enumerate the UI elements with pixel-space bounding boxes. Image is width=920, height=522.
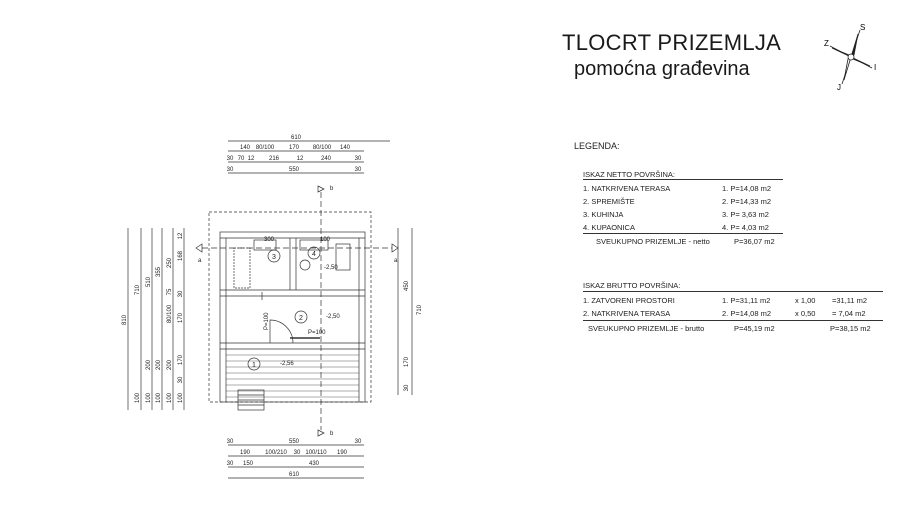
bottom-dim-r1-1: 550 [288, 439, 300, 445]
section-label-right: a [394, 258, 398, 264]
left-dim-c4-5: 100 [167, 392, 173, 404]
brutto-heading: ISKAZ BRUTTO POVRŠINA: [583, 281, 681, 290]
brutto-row-2-value: 2. P=14,08 m2 [722, 309, 771, 318]
top-dim-r2-5: 240 [320, 156, 332, 162]
left-dim-c2-2: 100 [146, 392, 152, 404]
bottom-dim-r2-4: 190 [336, 450, 348, 456]
door-swing-1 [270, 320, 293, 343]
compass-i: I [874, 63, 877, 72]
brutto-total-value: P=45,19 m2 [734, 324, 775, 333]
left-dim-overall: 810 [122, 314, 128, 326]
left-dim-c5-0: 12 [178, 232, 184, 240]
section-label-bottom: b [330, 431, 334, 437]
top-dim-overall: 610 [290, 135, 302, 141]
netto-row-1-value: 1. P=14,08 m2 [722, 184, 771, 193]
bottom-dim-r2-3: 100/110 [305, 450, 327, 456]
top-dim-r3-1: 550 [288, 167, 300, 173]
compass-s: S [860, 23, 866, 32]
netto-row-2-name: 2. SPREMIŠTE [583, 197, 635, 206]
top-dim-r2-3: 216 [268, 156, 280, 162]
top-dim-r1-0: 140 [239, 145, 251, 151]
top-dim-r2-4: 12 [296, 156, 304, 162]
brutto-row-2-name: 2. NATKRIVENA TERASA [583, 309, 671, 318]
left-dim-c4-4: 200 [167, 359, 173, 371]
brutto-row-1-value: 1. P=31,11 m2 [722, 296, 771, 305]
left-dim-c1-1: 100 [135, 392, 141, 404]
brutto-heading-underline [583, 291, 883, 292]
room-number-4: 4 [312, 251, 316, 258]
room-number-2: 2 [299, 315, 303, 322]
building-outline [220, 232, 365, 402]
left-dim-c2-0: 510 [146, 276, 152, 288]
netto-total-label: SVEUKUPNO PRIZEMLJE - netto [596, 237, 710, 246]
left-dim-c3-1: 200 [156, 359, 162, 371]
right-dim-c2-1: 170 [404, 356, 410, 368]
brutto-row-1-name: 1. ZATVORENI PROSTORI [583, 296, 675, 305]
netto-heading: ISKAZ NETTO POVRŠINA: [583, 170, 675, 179]
top-dim-r2-1: 70 [237, 156, 245, 162]
bottom-dim-r1-2: 30 [354, 439, 362, 445]
bottom-dim-r3-1: 150 [242, 461, 254, 467]
top-dim-r2-2: 12 [247, 156, 255, 162]
netto-row-4-value: 4. P= 4,03 m2 [722, 223, 769, 232]
left-dim-c4-2: 80/100 [167, 304, 173, 324]
section-label-top: b [330, 186, 334, 192]
netto-row-3-name: 3. KUHINJA [583, 210, 624, 219]
top-dim-r3-2: 30 [354, 167, 362, 173]
compass-z: Z [824, 39, 829, 48]
section-marker-right [392, 244, 398, 252]
room-number-1: 1 [252, 362, 256, 369]
top-dim-r1-1: 80/100 [255, 145, 275, 151]
label-top-note-2: 100 [320, 237, 331, 243]
bottom-dim-r2-0: 190 [239, 450, 251, 456]
section-marker-top [318, 186, 324, 192]
bottom-dim-r3-2: 430 [308, 461, 320, 467]
left-dim-c5-4: 170 [178, 354, 184, 366]
brutto-row-2-factor: x 0,50 [795, 309, 816, 318]
netto-heading-underline [583, 179, 783, 180]
brutto-row-1-result: =31,11 m2 [832, 296, 868, 305]
section-marker-bottom [318, 430, 324, 436]
label-top-note: 300 [264, 237, 275, 243]
left-dim-c5-5: 30 [178, 376, 184, 384]
netto-total-line [583, 233, 783, 234]
bottom-dim-r1-0: 30 [226, 439, 234, 445]
level-4: -2,50 [324, 265, 338, 271]
room-number-3: 3 [272, 254, 276, 261]
drawing-subtitle: pomoćna građevina [574, 58, 750, 80]
label-p100: P=100 [308, 330, 326, 336]
brutto-row-1-factor: x 1,00 [795, 296, 816, 305]
label-p100-vertical: P=100 [264, 312, 270, 330]
section-label-left: a [198, 258, 202, 264]
bottom-dim-r3-0: 30 [226, 461, 234, 467]
brutto-row-2-result: = 7,04 m2 [832, 309, 866, 318]
bottom-dim-overall: 610 [288, 472, 300, 478]
right-dim-c2-2: 30 [404, 384, 410, 392]
bottom-dim-r2-1: 100/210 [265, 450, 287, 456]
netto-row-2-value: 2. P=14,33 m2 [722, 197, 771, 206]
left-dim-c3-0: 355 [156, 266, 162, 278]
top-dim-r1-2: 170 [288, 145, 300, 151]
toilet-icon [300, 260, 310, 270]
right-dim-c1-0: 710 [417, 304, 423, 316]
left-dim-c5-3: 170 [178, 312, 184, 324]
left-dim-c1-0: 710 [135, 284, 141, 296]
left-dim-c3-2: 100 [156, 392, 162, 404]
left-dim-c5-2: 30 [178, 290, 184, 298]
north-arrow-icon [822, 22, 882, 92]
level-2: -2,50 [326, 314, 340, 320]
kitchen-unit [234, 248, 250, 288]
left-dim-c5-1: 168 [178, 250, 184, 262]
top-dim-r2-6: 30 [354, 156, 362, 162]
netto-row-3-value: 3. P= 3,63 m2 [722, 210, 769, 219]
left-dim-c5-6: 100 [178, 392, 184, 404]
top-dim-r1-3: 80/100 [312, 145, 332, 151]
left-dim-c4-1: 75 [167, 288, 173, 296]
level-1: -2,56 [280, 361, 294, 367]
brutto-total-line [583, 320, 883, 321]
left-dim-c4-0: 250 [167, 257, 173, 269]
bottom-dim-r2-2: 30 [293, 450, 301, 456]
top-dim-r2-0: 30 [226, 156, 234, 162]
brutto-total-result: P=38,15 m2 [830, 324, 871, 333]
drawing-title: TLOCRT PRIZEMLJA [562, 30, 782, 55]
right-dim-c2-0: 450 [404, 280, 410, 292]
compass-j: J [837, 83, 841, 92]
top-dim-r1-4: 140 [339, 145, 351, 151]
brutto-total-label: SVEUKUPNO PRIZEMLJE - brutto [588, 324, 705, 333]
left-dim-c2-1: 200 [146, 359, 152, 371]
legend-heading: LEGENDA: [574, 141, 620, 151]
netto-row-4-name: 4. KUPAONICA [583, 223, 635, 232]
netto-total-value: P=36,07 m2 [734, 237, 775, 246]
netto-row-1-name: 1. NATKRIVENA TERASA [583, 184, 671, 193]
section-marker-left [196, 244, 202, 252]
top-dim-r3-0: 30 [226, 167, 234, 173]
